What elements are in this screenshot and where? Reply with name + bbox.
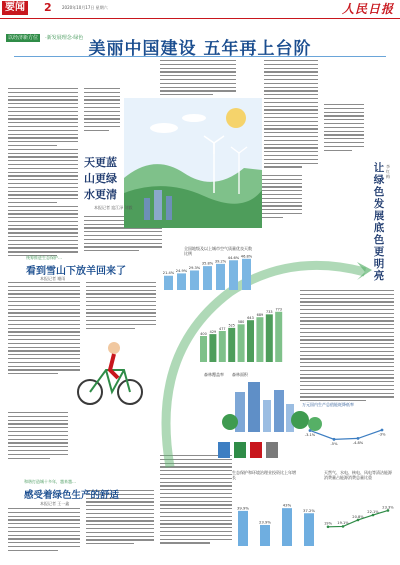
chart2-bar [247, 320, 254, 362]
chart5-title: 天然气、水电、核电、风电等清洁能源消费量占能源消费总量比重 [324, 470, 392, 480]
chart3-data-label: -5% [330, 441, 338, 446]
article1-col1 [8, 88, 78, 259]
article2-headline: 看到雪山下放羊回来了 [26, 266, 126, 277]
chart2-bar [266, 314, 273, 362]
chart1-data-label: 21.4% [162, 271, 175, 276]
chart1-bar [177, 273, 186, 290]
article1-col3 [160, 60, 236, 98]
chart-investment [232, 488, 322, 550]
page-header [0, 0, 400, 19]
article3-col1 [8, 508, 80, 554]
chart4-bar [282, 508, 292, 546]
column-text-top [324, 104, 364, 153]
chart1-bar [216, 264, 225, 290]
chart4-data-label: 39.9% [236, 505, 250, 511]
chart1-bar [203, 266, 212, 290]
chart2-legend-coverage: 森林覆盖率 [204, 372, 224, 377]
chart1-bar [229, 260, 238, 290]
chart4-bar [260, 525, 270, 546]
chart5-point [357, 519, 360, 522]
newspaper-logo: 人民日报 [341, 2, 394, 16]
column-author: 李红梅 [386, 164, 390, 179]
chart1-bar [164, 276, 173, 290]
chart3-data-label: -3.1% [304, 432, 316, 437]
chart1-title: 全国地级及以上城市空气质量优良天数比例 [184, 246, 252, 256]
chart2-bar [275, 312, 282, 362]
chart1-data-label: 39.2% [214, 259, 227, 264]
chart2-data-label: 689 [256, 313, 264, 318]
chart1-data-label: 46.8% [240, 254, 253, 259]
chart2-bar [228, 328, 235, 362]
main-headline: 美丽中国建设 五年再上台阶 [88, 39, 312, 59]
article2-col2 [86, 282, 156, 331]
chart1-data-label: 29.3% [188, 265, 201, 270]
article1-col4 [264, 60, 318, 170]
section-label: 要闻 [2, 1, 28, 15]
chart-clean-energy [322, 496, 396, 548]
chart2-bar [238, 324, 245, 362]
chart4-title: 生态保护和环境治理业投资比上年增长 [232, 470, 296, 480]
chart3-point [357, 437, 360, 440]
issue-date: 2020年10月17日 星期六 [62, 5, 108, 10]
article3-kicker: 和谐打造城十多年，越来越… [24, 479, 76, 484]
recycling-bins [218, 442, 278, 458]
article1-col2 [84, 88, 120, 134]
chart2-legend-area: 森林面积 [232, 372, 248, 377]
chart2-data-label: 429 [209, 329, 217, 334]
chart-energy-intensity [302, 410, 392, 450]
chart2-bar [219, 331, 226, 362]
chart5-data-label: 19% [324, 521, 332, 526]
chart-forest [198, 300, 286, 365]
article1-byline: 本报记者 寇江泽 刘毅 [94, 205, 133, 210]
subhead-line2: 山更绿 [84, 172, 117, 185]
chart4-bar [304, 513, 314, 546]
chart1-bar [190, 270, 199, 290]
chart2-data-label: 773 [275, 307, 282, 312]
chart1-data-label: 24.9% [175, 268, 188, 273]
cyclist-illustration [72, 330, 152, 410]
chart3-line [310, 430, 382, 439]
article2-col3 [8, 412, 68, 461]
article2-byline: 本报记者 谢雨 [40, 276, 66, 281]
article3-byline: 本报记者 王一鑫 [40, 501, 70, 506]
chart2-data-label: 400 [200, 331, 207, 336]
kicker-text: ·新发展理念·绿色 [45, 35, 84, 41]
chart2-data-label: 525 [228, 323, 235, 328]
article2-col1 [8, 282, 80, 377]
chart1-data-label: 44.6% [227, 255, 240, 260]
chart5-data-label: 22.1% [367, 509, 379, 514]
chart2-data-label: 643 [247, 316, 254, 321]
page-number: 2 [44, 1, 52, 14]
chart4-bar [238, 511, 248, 546]
kicker-tag: 以经济新方位 [8, 35, 39, 41]
chart5-data-label: 20.8% [352, 514, 364, 519]
chart2-bar [209, 334, 216, 362]
chart5-point [327, 526, 330, 529]
chart1-bar [242, 259, 251, 290]
chart1-data-label: 35.8% [201, 261, 214, 266]
headline-rule [14, 56, 386, 57]
subhead-line1: 天更蓝 [84, 156, 117, 169]
landscape-illustration [124, 98, 262, 228]
chart5-point [342, 525, 345, 528]
article3-headline: 感受着绿色生产的舒适 [24, 490, 120, 501]
topic-kicker [6, 24, 126, 41]
chart2-data-label: 477 [219, 326, 226, 331]
chart3-data-label: -4.8% [352, 440, 364, 445]
chart5-data-label: 23.3% [382, 505, 394, 510]
chart2-data-label: 580 [237, 320, 245, 325]
chart2-bar [200, 336, 207, 362]
chart4-data-label: 43% [282, 502, 292, 508]
chart5-point [387, 509, 390, 512]
subhead-line3: 水更清 [84, 188, 117, 201]
chart5-point [372, 514, 375, 517]
chart3-point [309, 429, 312, 432]
article2-kicker: 统筹推进生态保护… [26, 255, 62, 260]
chart4-data-label: 37.2% [302, 507, 316, 513]
chart2-bar [256, 317, 263, 362]
column-title: 让绿色发展底色更明亮 [373, 162, 385, 282]
chart3-data-label: -3% [378, 432, 386, 437]
chart3-point [381, 429, 384, 432]
chart3-point [333, 438, 336, 441]
chart4-data-label: 23.9% [258, 519, 272, 525]
chart3-title: 万元国内生产总值能耗降低率 [302, 402, 354, 407]
chart5-data-label: 19.1% [337, 521, 349, 526]
chart2-data-label: 733 [266, 310, 273, 315]
